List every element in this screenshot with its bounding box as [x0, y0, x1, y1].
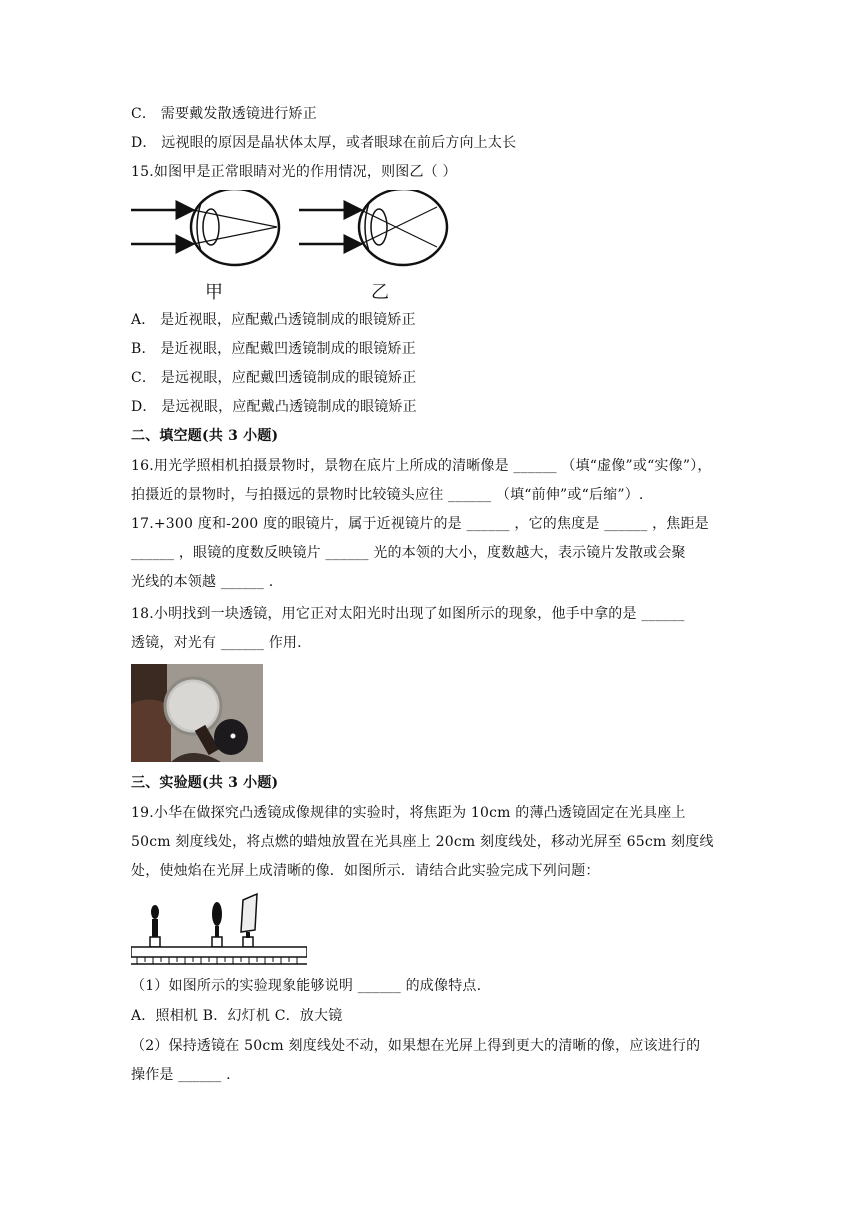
lens-photo: [131, 664, 263, 762]
question-18-line-2: 透镜，对光有 ______ 作用.: [131, 635, 302, 651]
q15-option-a: A． 是近视眼，应配戴凸透镜制成的眼镜矫正: [131, 312, 416, 328]
question-19-part-2-line-1: （2）保持透镜在 50cm 刻度线处不动，如果想在光屏上得到更大的清晰的像，应该进行的: [131, 1038, 701, 1054]
question-19-line-3: 处，使烛焰在光屏上成清晰的像．如图所示．请结合此实验完成下列问题：: [131, 863, 600, 879]
q15-option-b: B． 是近视眼，应配戴凹透镜制成的眼镜矫正: [131, 341, 416, 357]
question-19-part-1: （1）如图所示的实验现象能够说明 ______ 的成像特点.: [131, 978, 482, 994]
q14-option-d: D． 远视眼的原因是晶状体太厚，或者眼球在前后方向上太长: [131, 135, 517, 151]
myopic-eye-diagram: [299, 190, 447, 265]
question-19-line-2: 50cm 刻度线处，将点燃的蜡烛放置在光具座上 20cm 刻度线处，移动光屏至 65cm 刻度线: [131, 834, 714, 850]
question-17-line-1: 17.+300 度和-200 度的眼镜片，属于近视镜片的是 ______ ，它的焦度是 ______ ，焦距是: [131, 516, 709, 532]
question-19-part-1-options: A．照相机 B．幻灯机 C．放大镜: [131, 1008, 343, 1024]
candle: [150, 905, 160, 947]
normal-eye-diagram: [131, 190, 279, 265]
question-16-line-2: 拍摄近的景物时，与拍摄远的景物时比较镜头应往 ______ （填“前伸”或“后缩”）.: [131, 487, 644, 503]
optical-bench-figure: [131, 892, 307, 968]
question-16-line-1: 16.用光学照相机拍摄景物时，景物在底片上所成的清晰像是 ______ （填“虚像”或“实像”），: [131, 458, 712, 474]
question-17-line-3: 光线的本领越 ______ .: [131, 574, 274, 590]
question-19-line-1: 19.小华在做探究凸透镜成像规律的实验时，将焦距为 10cm 的薄凸透镜固定在光具座上: [131, 805, 686, 821]
question-15: 15.如图甲是正常眼睛对光的作用情况，则图乙（ ）: [131, 164, 457, 180]
question-18-line-1: 18.小明找到一块透镜，用它正对太阳光时出现了如图所示的现象，他手中拿的是 ______: [131, 606, 685, 622]
eye-label-jia: 甲: [205, 282, 223, 302]
section-experiment-heading: 三、实验题(共 3 小题): [131, 775, 279, 791]
section-fill-blank-heading: 二、填空题(共 3 小题): [131, 428, 279, 444]
eye-label-yi: 乙: [371, 282, 389, 302]
q14-option-c: C． 需要戴发散透镜进行矫正: [131, 106, 317, 122]
question-17-line-2: ______ ，眼镜的度数反映镜片 ______ 光的本领的大小，度数越大，表示镜片发散或会聚: [131, 545, 686, 561]
eye-diagrams-figure: [131, 190, 451, 302]
question-19-part-2-line-2: 操作是 ______ .: [131, 1067, 231, 1083]
q15-option-d: D． 是远视眼，应配戴凸透镜制成的眼镜矫正: [131, 399, 417, 415]
q15-option-c: C． 是远视眼，应配戴凹透镜制成的眼镜矫正: [131, 370, 417, 386]
convex-lens: [212, 902, 222, 947]
light-screen: [241, 894, 257, 947]
